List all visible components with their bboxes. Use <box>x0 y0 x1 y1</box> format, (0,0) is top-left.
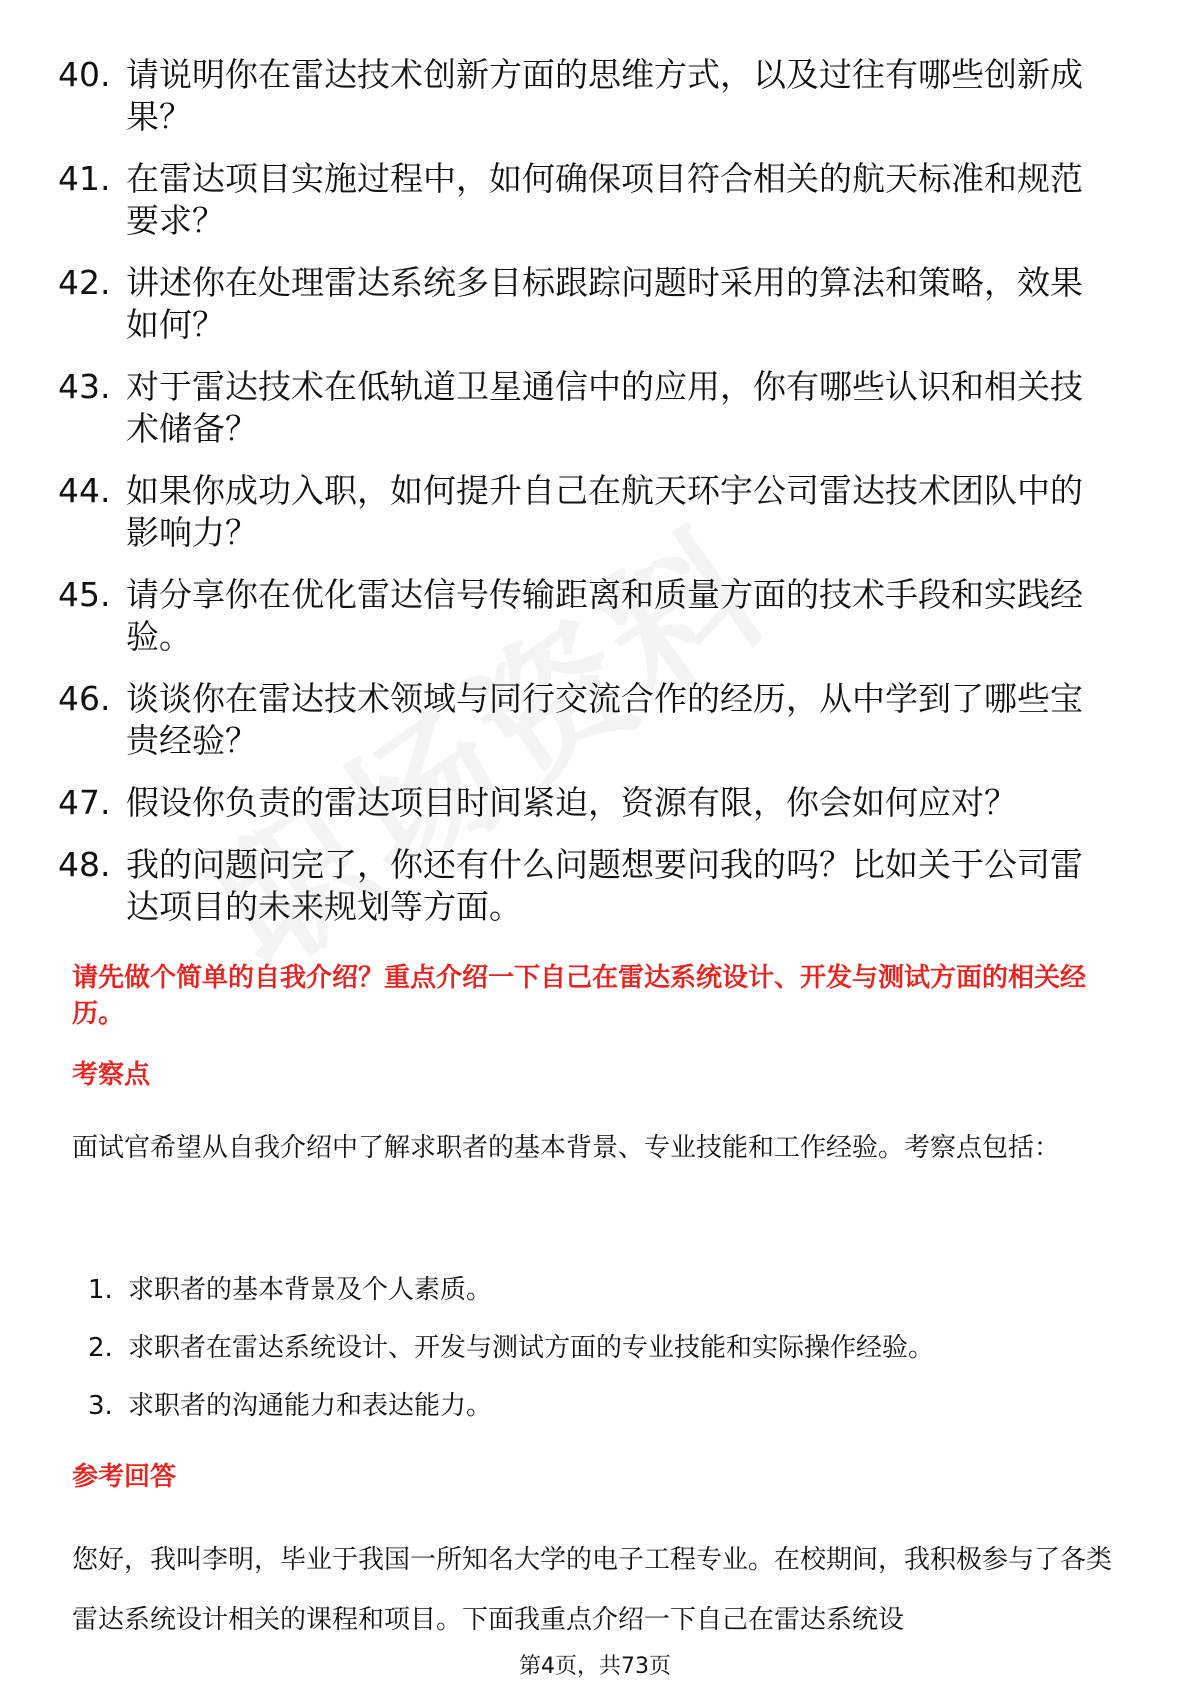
reference-answer: 您好，我叫李明，毕业于我国一所知名大学的电子工程专业。在校期间，我积极参与了各类雷达系统设计相关的课程和项目。下面我重点介绍一下自己在雷达系统设 <box>72 1545 1113 1635</box>
question-text: 我的问题问完了，你还有什么问题想要问我的吗？比如关于公司雷达项目的未来规划等方面。 <box>126 845 1083 926</box>
question-item <box>58 782 1108 824</box>
point-text: 求职者的基本背景及个人素质。 <box>128 1275 493 1305</box>
question-item <box>58 158 1108 242</box>
question-text: 对于雷达技术在低轨道卫星通信中的应用，你有哪些认识和相关技术储备？ <box>126 367 1083 448</box>
question-text: 谈谈你在雷达技术领域与同行交流合作的经历，从中学到了哪些宝贵经验？ <box>126 679 1083 760</box>
question-number: 41. <box>58 159 111 198</box>
question-text: 请分享你在优化雷达信号传输距离和质量方面的技术手段和实践经验。 <box>126 575 1083 656</box>
question-list <box>58 54 1108 948</box>
question-item <box>58 366 1108 450</box>
question-text: 讲述你在处理雷达系统多目标跟踪问题时采用的算法和策略，效果如何？ <box>126 263 1083 344</box>
point-number: 1. <box>88 1275 113 1305</box>
assessment-point <box>88 1330 1118 1366</box>
question-item <box>58 262 1108 346</box>
question-number: 40. <box>58 55 111 94</box>
question-number: 48. <box>58 845 111 884</box>
question-text: 假设你负责的雷达项目时间紧迫，资源有限，你会如何应对？ <box>126 783 1017 822</box>
question-text: 在雷达项目实施过程中，如何确保项目符合相关的航天标准和规范要求？ <box>126 159 1083 240</box>
question-number: 44. <box>58 471 111 510</box>
question-number: 45. <box>58 575 111 614</box>
point-number: 3. <box>88 1391 113 1421</box>
point-number: 2. <box>88 1333 113 1363</box>
question-number: 42. <box>58 263 111 302</box>
question-item <box>58 678 1108 762</box>
assessment-points <box>88 1272 1118 1446</box>
assessment-point <box>88 1388 1118 1424</box>
question-item <box>58 574 1108 658</box>
question-text: 如果你成功入职，如何提升自己在航天环宇公司雷达技术团队中的影响力？ <box>126 471 1083 552</box>
page-footer: 第4页，共73页 <box>519 1654 671 1679</box>
point-text: 求职者的沟通能力和表达能力。 <box>128 1391 493 1421</box>
question-number: 47. <box>58 783 111 822</box>
question-number: 46. <box>58 679 111 718</box>
question-item <box>58 54 1108 138</box>
reference-heading: 参考回答 <box>72 1462 177 1492</box>
assessment-heading: 考察点 <box>72 1060 151 1090</box>
assessment-point <box>88 1272 1118 1308</box>
point-text: 求职者在雷达系统设计、开发与测试方面的专业技能和实际操作经验。 <box>128 1333 935 1363</box>
question-item <box>58 470 1108 554</box>
assessment-intro: 面试官希望从自我介绍中了解求职者的基本背景、专业技能和工作经验。考察点包括： <box>72 1133 1061 1163</box>
question-number: 43. <box>58 367 111 406</box>
featured-question-title: 请先做个简单的自我介绍？重点介绍一下自己在雷达系统设计、开发与测试方面的相关经历。 <box>72 963 1087 1029</box>
question-text: 请说明你在雷达技术创新方面的思维方式，以及过往有哪些创新成果？ <box>126 55 1083 136</box>
question-item <box>58 844 1108 928</box>
